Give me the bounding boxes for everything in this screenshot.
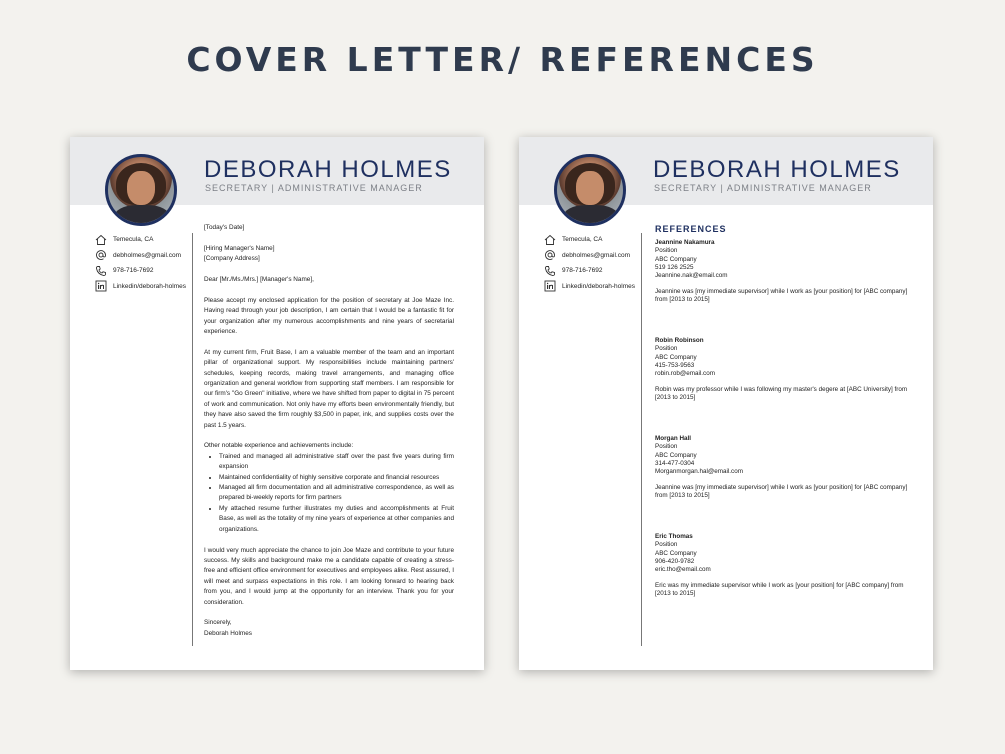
reference-company: ABC Company [655,353,697,361]
reference-email: robin.rob@email.com [655,370,715,378]
person-name: DEBORAH HOLMES [204,156,452,183]
reference-position: Position [655,247,678,255]
list-item: • Maintained confidentiality of highly sensitive corporate and financial resources [219,473,454,483]
phone-icon [543,264,556,277]
letter-body [204,223,454,639]
references-heading: REFERENCES [655,224,727,234]
contact-email[interactable]: debholmes@gmail.com [543,249,635,262]
contact-linkedin[interactable]: Linkedin/deborah-holmes [94,280,186,293]
page-title: COVER LETTER/ REFERENCES [186,40,819,79]
reference-phone: 906-420-9782 [655,557,695,565]
contact-phone[interactable]: 978-716-7692 [543,264,635,277]
contact-email[interactable]: debholmes@gmail.com [94,249,186,262]
references-page [519,137,933,670]
letter-paragraph: Please accept my enclosed application for the position of secretary at Joe Maze Inc. Having read through your job description, I am certain that I would be a fantastic fit for your organization after my numerous accomplishments and nine years of secretarial experience. [204,296,454,336]
letter-signature: Deborah Holmes [204,629,252,637]
home-icon [543,233,556,246]
letter-closing: Sincerely, [204,619,232,627]
reference-note: Jeannine was [my immediate supervisor] while I work as [your position] for [ABC company] from [2013 to 2015] [655,484,908,500]
reference-entry [655,533,911,631]
home-icon [94,233,107,246]
reference-name: Morgan Hall [655,435,692,443]
reference-name: Robin Robinson [655,337,704,345]
divider-line [641,233,642,646]
avatar [554,154,626,226]
phone-icon [94,264,107,277]
linkedin-icon [543,280,556,293]
cover-letter-page [70,137,484,670]
reference-company: ABC Company [655,451,697,459]
achievement-list [204,452,454,535]
contact-location: Temecula, CA [94,233,186,246]
letter-paragraph: I would very much appreciate the chance to join Joe Maze and contribute to your future success. My skills and background make me a candidate capable of creating a stress-free and efficient office environment for executives and employees alike. Rest assured, I will meet and surpass expectations in this role. I am looking forward to hearing back from you, and I would jump at the opportunity for an interview. Thank you for your consideration. [204,546,454,606]
letter-recipient: [Hiring Manager's Name] [204,244,275,252]
references-section [655,225,911,631]
letter-greeting: Dear [Mr./Ms./Mrs.] [Manager's Name], [204,276,314,283]
person-role: SECRETARY | ADMINISTRATIVE MANAGER [205,183,423,193]
linkedin-icon [94,280,107,293]
reference-entry [655,337,911,435]
letter-paragraph: At my current firm, Fruit Base, I am a valuable member of the team and an important pillar of organizational support. My responsibilities include maintaining partners' schedules, keeping records, making travel arrangements, and managing office organization and general workflow from supporting staff members. I am responsible for our firm's "Go Green" initiative, where we have shifted from paper to digital in 75 percent of work and communication. Not only have my efforts been environmentally friendly, but they have also saved the firm roughly $3,500 in paper, ink, and supplies costs over the past 1.5 years. [204,348,454,429]
list-item: • My attached resume further illustrates my duties and accomplishments at Fruit Base, as well as the totality of my nine years of experience at other companies and organizations. [219,504,454,535]
reference-note: Jeannine was [my immediate supervisor] while I work as [your position] for [ABC company] from [2013 to 2015] [655,288,908,304]
reference-email: Morganmorgan.hal@email.com [655,468,743,476]
at-icon [94,249,107,262]
reference-note: Eric was my immediate supervisor while I work as [your position] for [ABC company] from [2013 to 2015] [655,582,904,598]
contact-phone[interactable]: 978-716-7692 [94,264,186,277]
divider-line [192,233,193,646]
reference-phone: 415-753-9563 [655,361,695,369]
reference-email: Jeannine.nak@email.com [655,272,728,280]
reference-position: Position [655,443,678,451]
contact-list [94,233,186,295]
list-item: • Trained and managed all administrative staff over the past five years during firm expansion [219,452,454,473]
at-icon [543,249,556,262]
reference-position: Position [655,345,678,353]
reference-entry [655,435,911,533]
reference-company: ABC Company [655,255,697,263]
reference-position: Position [655,541,678,549]
contact-linkedin[interactable]: Linkedin/deborah-holmes [543,280,635,293]
reference-note: Robin was my professor while I was following my master's degere at [ABC University] from [2013 to 2015] [655,386,908,402]
reference-phone: 519 126 2525 [655,263,694,271]
letter-date: [Today's Date] [204,224,245,231]
contact-list [543,233,635,295]
letter-list-intro: Other notable experience and achievements include: [204,442,354,450]
reference-name: Jeannine Nakamura [655,239,715,247]
reference-name: Eric Thomas [655,533,693,541]
reference-email: eric.tho@email.com [655,566,711,574]
list-item: • Managed all firm documentation and all administrative correspondence, as well as prepared bi-weekly reports for firm partners [219,483,454,504]
reference-phone: 314-477-0304 [655,459,695,467]
reference-entry [655,239,911,337]
avatar [105,154,177,226]
person-name: DEBORAH HOLMES [653,156,901,183]
letter-address: [Company Address] [204,255,260,263]
reference-company: ABC Company [655,549,697,557]
person-role: SECRETARY | ADMINISTRATIVE MANAGER [654,183,872,193]
contact-location: Temecula, CA [543,233,635,246]
